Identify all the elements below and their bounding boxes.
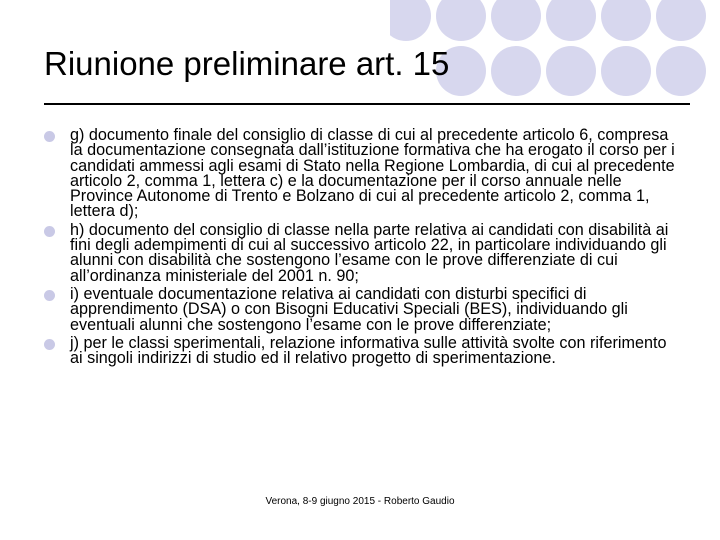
slide-title: Riunione preliminare art. 15 [44,45,450,82]
decorative-circle [546,46,596,96]
bullet-item-g [44,128,680,220]
bullet-text: i) eventuale documentazione relativa ai candidati con disturbi specifici di apprendimento (DSA) o con Bisogni Educativi Speciali (BES), individuando gli eventuali alunni che sostengono l’esame con le prove differenziate; [70,284,628,334]
decorative-circle [491,46,541,96]
decorative-circle [601,0,651,41]
decorative-circle [656,0,706,41]
bullet-dot-icon [44,226,55,237]
decorative-circle [390,0,431,41]
bullet-item-i [44,284,680,334]
slide-footer: Verona, 8-9 giugno 2015 - Roberto Gaudio [265,496,455,507]
bullet-text: g) documento finale del consiglio di classe di cui al precedente articolo 6, compresa la documentazione consegnata dall’istituzione formativa che ha erogato il corso per i candidati ammessi agli esami di Stato nella Regione Lombardia, di cui al precedente articolo 2, comma 1, lettera c) e la documentazione per il corso annuale nelle Province Autonome di Trento e Bolzano di cui al precedente articolo 2, comma 1, lettera d); [70,126,675,221]
decorative-circle [491,0,541,41]
decorative-circle [656,46,706,96]
bullet-item-j [44,333,680,368]
bullet-item-h [44,220,680,285]
decorative-circle [546,0,596,41]
bullet-dot-icon [44,339,55,350]
bullet-list [44,128,680,369]
bullet-dot-icon [44,131,55,142]
title-divider [44,103,690,105]
bullet-dot-icon [44,290,55,301]
bullet-text: j) per le classi sperimentali, relazione informativa sulle attività svolte con riferimento ai singoli indirizzi di studio ed il relativo progetto di sperimentazione. [70,333,667,368]
bullet-text: h) documento del consiglio di classe nella parte relativa ai candidati con disabilità ai fini degli adempimenti di cui al successivo articolo 22, in particolare individuando gli alunni con disabilità che sostengono l’esame con le prove differenziate di cui all’ordinanza ministeriale del 2001 n. 90; [70,220,669,285]
decorative-circle [436,0,486,41]
decorative-circle [601,46,651,96]
